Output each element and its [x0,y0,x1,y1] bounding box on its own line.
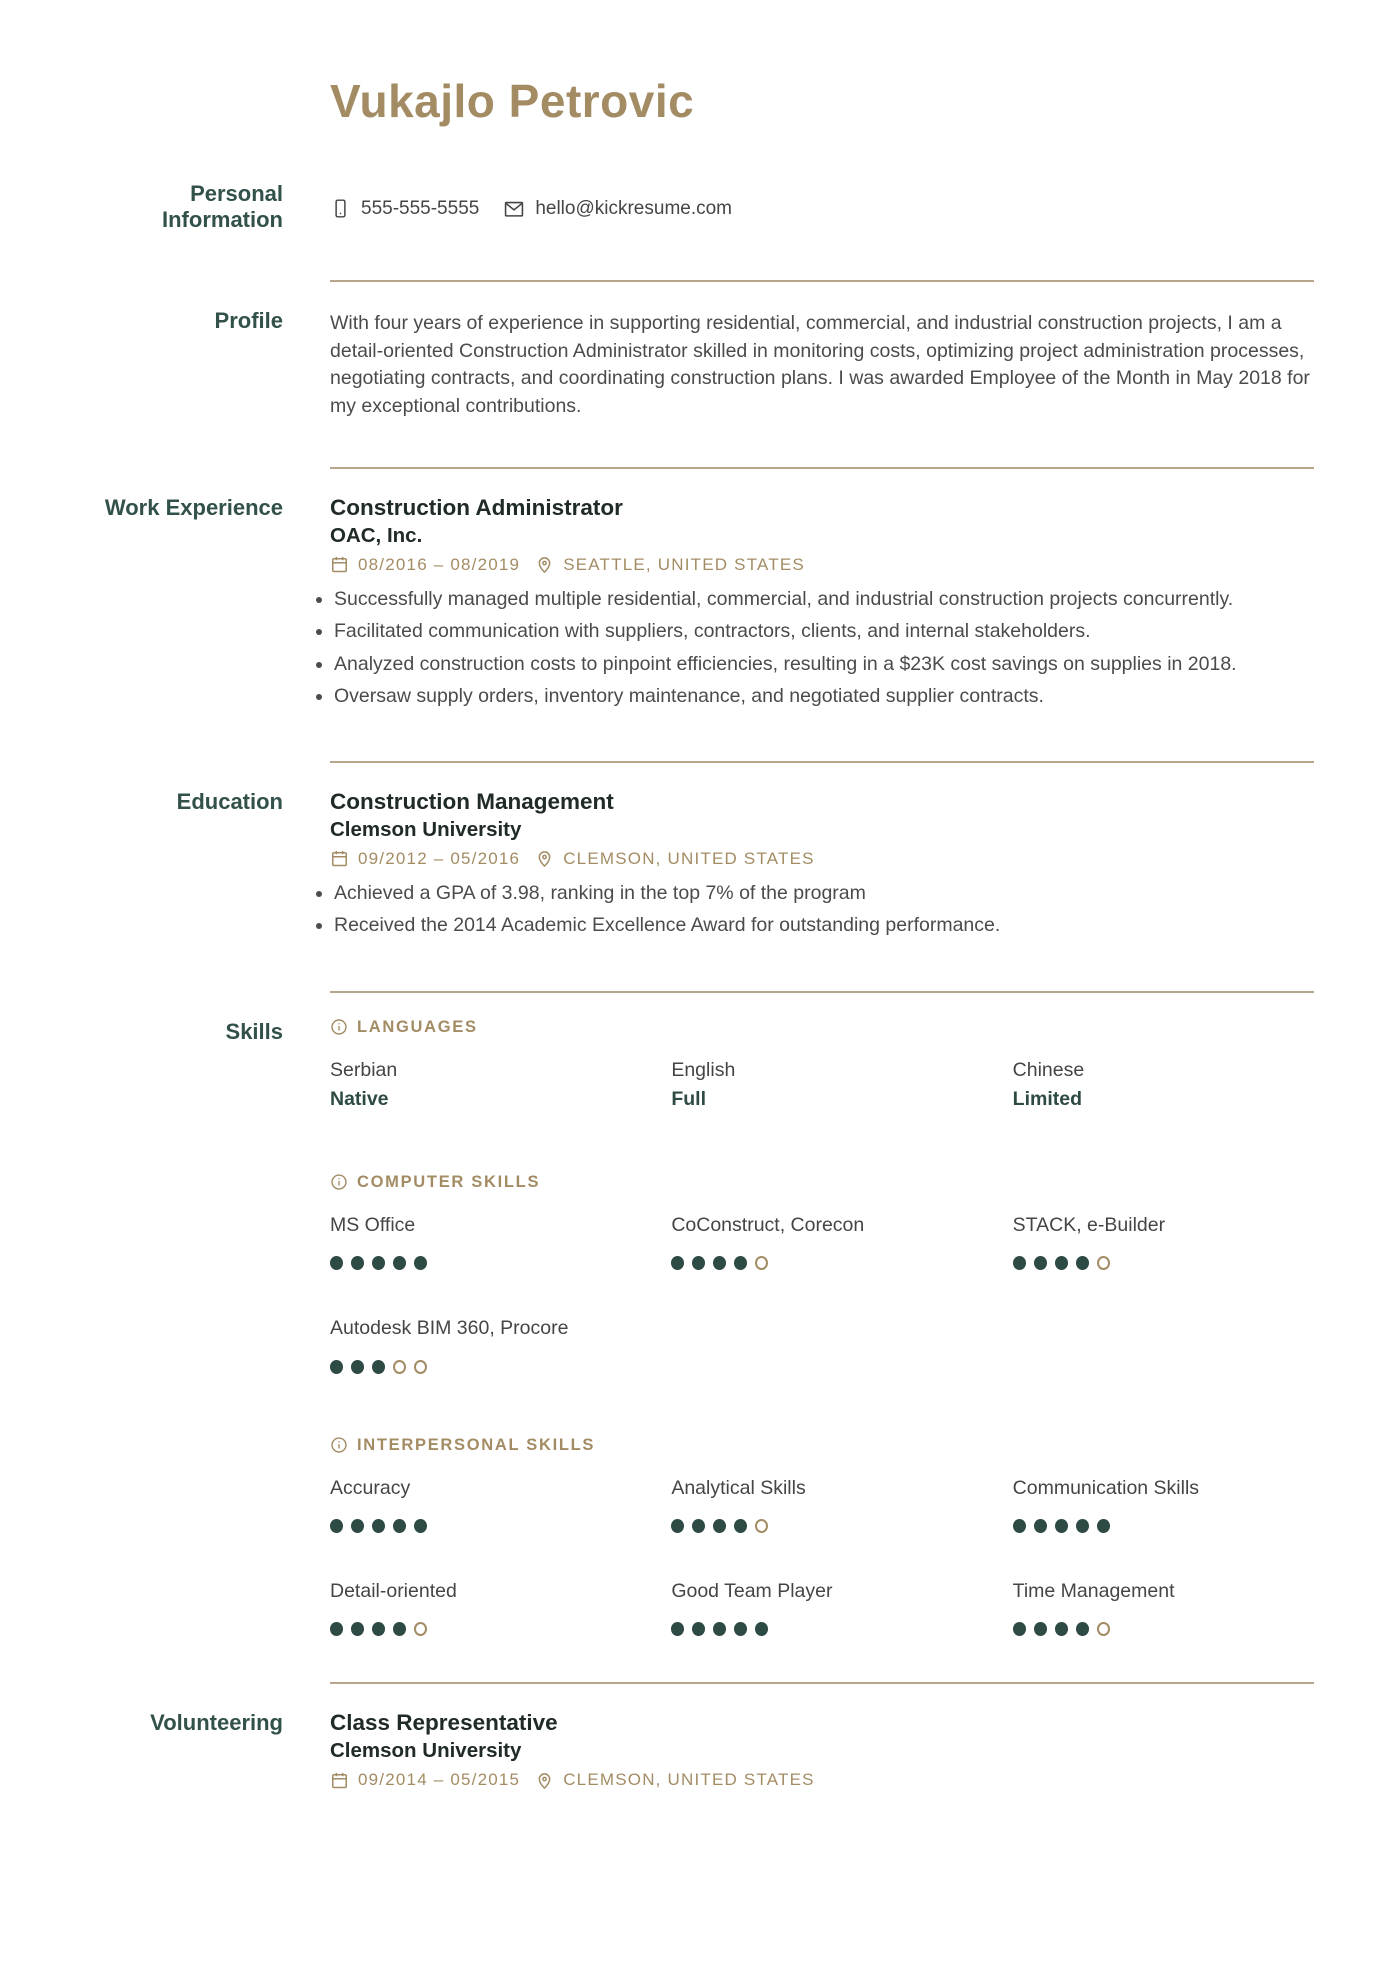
skill-rating [1013,1519,1314,1533]
skill-item [330,1476,631,1533]
education-location: CLEMSON, UNITED STATES [563,848,815,868]
bullet-item: • Oversaw supply orders, inventory maintenance, and negotiated supplier contracts. [334,683,1314,710]
education-section [90,788,1314,944]
skill-rating [1013,1256,1314,1270]
language-name: Chinese [1012,1058,1085,1081]
skill-rating [671,1519,972,1533]
section-divider [330,467,1314,469]
rating-dot-filled [330,1256,343,1270]
skill-item [330,1579,631,1636]
rating-dot-filled [692,1256,705,1270]
bullet-item: • Analyzed construction costs to pinpoint efficiencies, resulting in a $23K cost savings on supplies in 2018. [334,651,1314,678]
rating-dot-filled [1097,1519,1110,1533]
rating-dot-filled [1013,1256,1026,1270]
profile-text: With four years of experience in supporting residential, commercial, and industrial construction projects, I am a detail-oriented Construction Administrator skilled in monitoring costs, optimizing project administration processes, negotiating contracts, and coordinating construction plans. I was awarded Employee of the Month in May 2018 for my exceptional contributions. [330,311,1310,418]
bullet-item: • Achieved a GPA of 3.98, ranking in the top 7% of the program [334,880,1314,907]
rating-dot-filled [351,1519,364,1533]
rating-dot-filled [330,1622,343,1636]
skill-item [671,1213,972,1270]
calendar-icon [330,555,349,574]
phone-number: 555-555-5555 [361,197,480,219]
location-pin-icon [535,849,554,868]
skill-group-computer [330,1173,1314,1374]
computer-skills-heading-text: COMPUTER SKILLS [357,1172,541,1191]
language-name: English [671,1058,736,1081]
rating-dot-filled [692,1622,705,1636]
volunteering-title: Class Representative [330,1710,558,1736]
languages-grid [330,1058,1314,1111]
work-experience-section [90,494,1314,715]
interpersonal-skills-grid [330,1476,1314,1637]
rating-dot-empty [755,1256,768,1270]
rating-dot-filled [692,1519,705,1533]
rating-dot-empty [414,1360,427,1374]
skill-name: Communication Skills [1012,1476,1200,1499]
email-pair [503,198,732,220]
rating-dot-empty [1097,1622,1110,1636]
rating-dot-filled [372,1622,385,1636]
skills-section [90,1018,1314,1637]
skill-name: Analytical Skills [671,1476,806,1499]
skill-item [671,1476,972,1533]
skill-item [1013,1579,1314,1636]
skill-group-interpersonal [330,1436,1314,1637]
rating-dot-filled [734,1519,747,1533]
skill-item [1013,1476,1314,1533]
bullet-item: • Received the 2014 Academic Excellence Award for outstanding performance. [334,912,1314,939]
rating-dot-empty [1097,1256,1110,1270]
languages-heading [330,1018,1314,1037]
job-bullets [330,586,1314,710]
contact-line [330,180,1314,234]
rating-dot-filled [1076,1622,1089,1636]
email-icon [503,198,525,220]
skill-item [330,1213,631,1270]
work-experience-entry [330,494,1314,715]
skill-rating [330,1622,631,1636]
phone-icon [330,198,351,219]
profile-section [90,307,1314,422]
rating-dot-empty [393,1360,406,1374]
skill-rating [330,1360,631,1374]
section-divider [330,991,1314,993]
section-divider [330,761,1314,763]
info-circle-icon [330,1173,348,1191]
bullet-item: • Successfully managed multiple residential, commercial, and industrial construction projects concurrently. [334,586,1314,613]
education-entry [330,788,1314,944]
skill-name: Good Team Player [671,1580,833,1603]
rating-dot-filled [351,1256,364,1270]
resume-name: Vukajlo Petrovic [330,75,695,127]
education-label: Education [176,789,283,815]
skill-name: Accuracy [330,1476,411,1499]
rating-dot-filled [734,1256,747,1270]
rating-dot-filled [671,1622,684,1636]
rating-dot-filled [755,1622,768,1636]
rating-dot-filled [1055,1622,1068,1636]
language-name: Serbian [330,1058,398,1081]
location-pin-icon [535,555,554,574]
rating-dot-filled [1013,1519,1026,1533]
rating-dot-filled [1034,1256,1047,1270]
computer-skills-heading [330,1173,1314,1192]
skill-item [1013,1213,1314,1270]
rating-dot-filled [1076,1519,1089,1533]
skill-name: Autodesk BIM 360, Procore [330,1317,569,1340]
skill-rating [1013,1622,1314,1636]
calendar-icon [330,1771,349,1790]
personal-info-label-line1: Personal [190,180,283,206]
rating-dot-filled [671,1256,684,1270]
language-item [1013,1058,1314,1111]
rating-dot-filled [393,1622,406,1636]
skill-name: Detail-oriented [330,1580,457,1603]
skill-group-languages [330,1018,1314,1111]
skill-name: Time Management [1012,1580,1175,1603]
rating-dot-filled [671,1519,684,1533]
phone-pair [330,198,479,220]
rating-dot-filled [734,1622,747,1636]
info-circle-icon [330,1436,348,1454]
job-meta [330,555,1314,575]
rating-dot-filled [1055,1256,1068,1270]
computer-skills-grid [330,1213,1314,1374]
rating-dot-filled [414,1519,427,1533]
interpersonal-skills-heading [330,1436,1314,1455]
language-item [330,1058,631,1111]
volunteering-dates: 09/2014 – 05/2015 [358,1769,521,1789]
work-experience-label: Work Experience [104,495,283,521]
rating-dot-filled [372,1519,385,1533]
personal-info-label-line2: Information [162,207,283,233]
job-dates: 08/2016 – 08/2019 [358,554,521,574]
language-level: Native [330,1087,389,1110]
company-name: OAC, Inc. [330,523,423,547]
section-divider [330,1682,1314,1684]
skill-rating [330,1519,631,1533]
bullet-item: • Facilitated communication with suppliers, contractors, clients, and internal stakeholders. [334,618,1314,645]
school-name: Clemson University [330,817,522,841]
volunteering-org: Clemson University [330,1738,522,1762]
skill-rating [330,1256,631,1270]
education-dates: 09/2012 – 05/2016 [358,848,521,868]
volunteering-location: CLEMSON, UNITED STATES [563,1769,815,1789]
rating-dot-filled [372,1256,385,1270]
language-level: Limited [1012,1087,1082,1110]
rating-dot-filled [1055,1519,1068,1533]
skills-content [330,1018,1314,1637]
rating-dot-filled [1076,1256,1089,1270]
personal-info-section [90,180,1314,234]
rating-dot-empty [414,1622,427,1636]
section-divider [330,280,1314,282]
profile-label: Profile [214,307,283,333]
skills-label: Skills [225,1018,283,1044]
skill-rating [671,1256,972,1270]
rating-dot-filled [1034,1622,1047,1636]
rating-dot-filled [1013,1622,1026,1636]
job-title: Construction Administrator [330,495,623,521]
rating-dot-filled [393,1519,406,1533]
rating-dot-filled [393,1256,406,1270]
languages-heading-text: LANGUAGES [357,1017,478,1036]
skill-item [330,1316,631,1373]
location-pin-icon [535,1771,554,1790]
language-level: Full [671,1087,706,1110]
rating-dot-filled [372,1360,385,1374]
rating-dot-filled [1034,1519,1047,1533]
personal-info-label [90,180,283,234]
language-item [671,1058,972,1111]
skill-name: MS Office [330,1213,416,1236]
calendar-icon [330,849,349,868]
skill-name: STACK, e-Builder [1012,1213,1166,1236]
rating-dot-filled [351,1622,364,1636]
education-meta [330,849,1314,869]
volunteering-entry [330,1709,1314,1790]
rating-dot-filled [414,1256,427,1270]
rating-dot-filled [713,1622,726,1636]
info-circle-icon [330,1018,348,1036]
rating-dot-filled [351,1360,364,1374]
volunteering-label: Volunteering [150,1710,283,1736]
rating-dot-filled [330,1360,343,1374]
degree-title: Construction Management [330,789,614,815]
volunteering-section [90,1709,1314,1790]
rating-dot-filled [713,1519,726,1533]
skill-item [671,1579,972,1636]
education-bullets [330,880,1314,940]
skill-rating [671,1622,972,1636]
email-address: hello@kickresume.com [535,197,733,219]
volunteering-meta [330,1770,1314,1790]
rating-dot-filled [713,1256,726,1270]
rating-dot-empty [755,1519,768,1533]
job-location: SEATTLE, UNITED STATES [563,554,805,574]
interpersonal-skills-heading-text: INTERPERSONAL SKILLS [357,1435,596,1454]
skill-name: CoConstruct, Corecon [671,1213,865,1236]
rating-dot-filled [330,1519,343,1533]
